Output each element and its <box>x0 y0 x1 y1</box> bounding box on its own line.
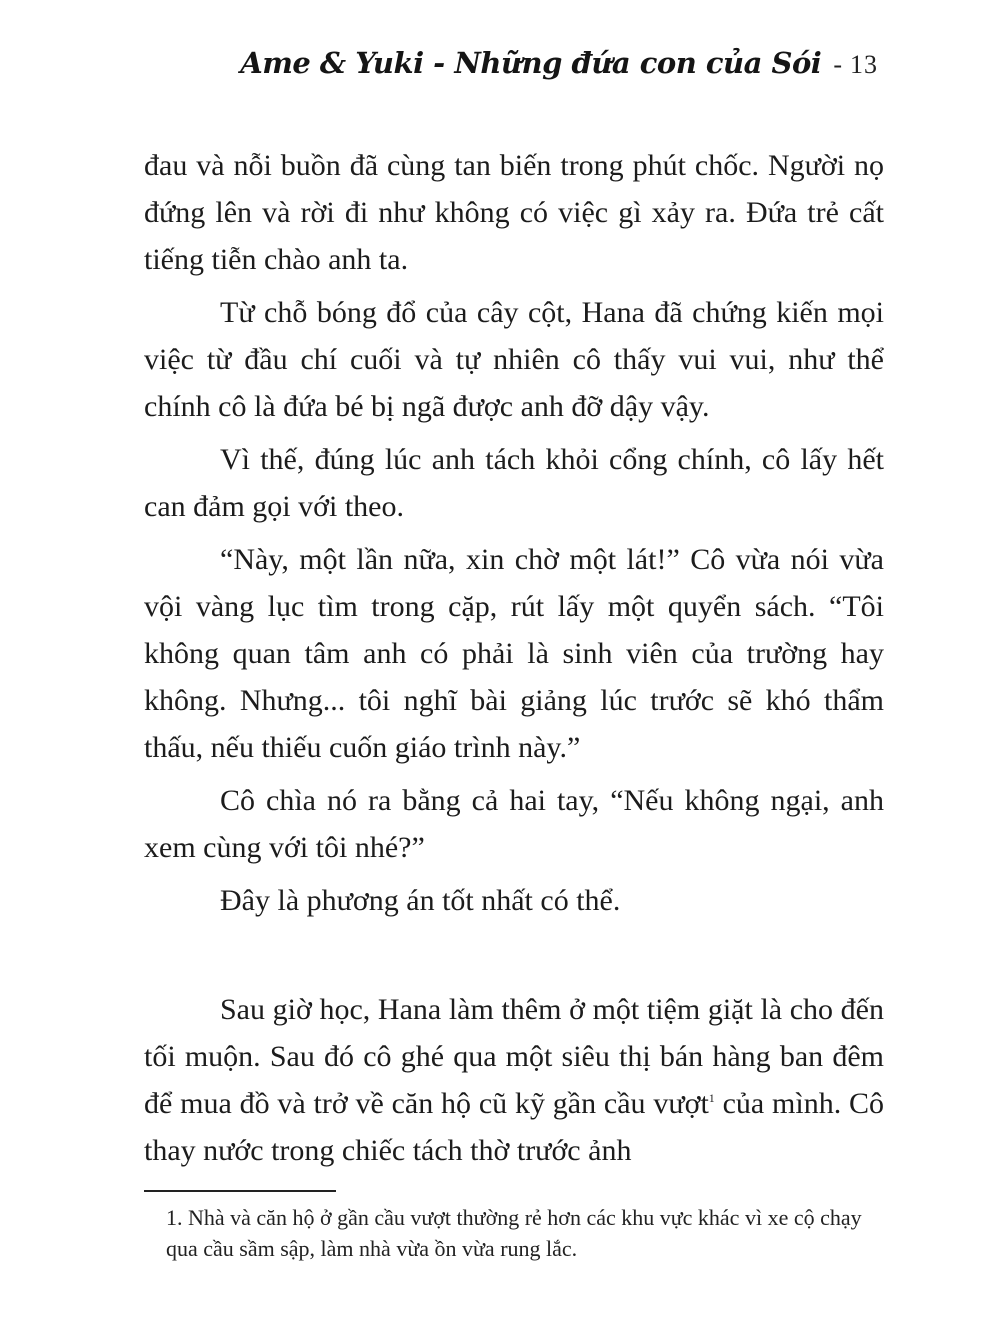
paragraph-6: Đây là phương án tốt nhất có thể. <box>220 884 621 917</box>
header-separator: - <box>833 50 842 79</box>
footnote-marker: 1 <box>708 1091 715 1105</box>
page-number: 13 <box>850 50 878 79</box>
book-title: Ame & Yuki - Những đứa con của Sói <box>240 46 822 80</box>
running-header <box>240 46 878 80</box>
paragraph-2: Từ chỗ bóng đổ của cây cột, Hana đã chứng kiến mọi việc từ đầu chí cuối và tự nhiên cô thấy vui vui, như thể chính cô là đứa bé bị ngã được anh đỡ dậy vậy. <box>144 296 884 423</box>
footnote-divider <box>144 1190 336 1192</box>
paragraph-4: “Này, một lần nữa, xin chờ một lát!” Cô vừa nói vừa vội vàng lục tìm trong cặp, rút lấy một quyển sách. “Tôi không quan tâm anh có phải là sinh viên của trường hay không. Nhưng... tôi nghĩ bài giảng lúc trước sẽ khó thẩm thấu, nếu thiếu cuốn giáo trình này.” <box>144 543 884 764</box>
paragraph-5: Cô chìa nó ra bằng cả hai tay, “Nếu không ngại, anh xem cùng với tôi nhé?” <box>144 784 884 864</box>
paragraph-7-text-end: của mình. Cô thay nước trong chiếc tách thờ trước ảnh <box>144 1087 885 1167</box>
paragraph-7-text: Sau giờ học, Hana làm thêm ở một tiệm giặt là cho đến tối muộn. Sau đó cô ghé qua một siêu thị bán hàng ban đêm để mua đồ và trở về căn hộ cũ kỹ gần cầu vượt <box>144 993 884 1120</box>
body-text-section-2 <box>144 986 884 1174</box>
paragraph-1: đau và nỗi buồn đã cùng tan biến trong phút chốc. Người nọ đứng lên và rời đi như không có việc gì xảy ra. Đứa trẻ cất tiếng tiễn chào anh ta. <box>144 149 884 276</box>
footnote: 1. Nhà và căn hộ ở gần cầu vượt thường rẻ hơn các khu vực khác vì xe cộ chạy qua cầu sầm sập, làm nhà vừa ồn vừa rung lắc. <box>166 1205 862 1261</box>
paragraph-3: Vì thế, đúng lúc anh tách khỏi cổng chính, cô lấy hết can đảm gọi với theo. <box>144 443 884 523</box>
paragraph-7 <box>144 986 884 1174</box>
body-text-top <box>144 142 884 924</box>
